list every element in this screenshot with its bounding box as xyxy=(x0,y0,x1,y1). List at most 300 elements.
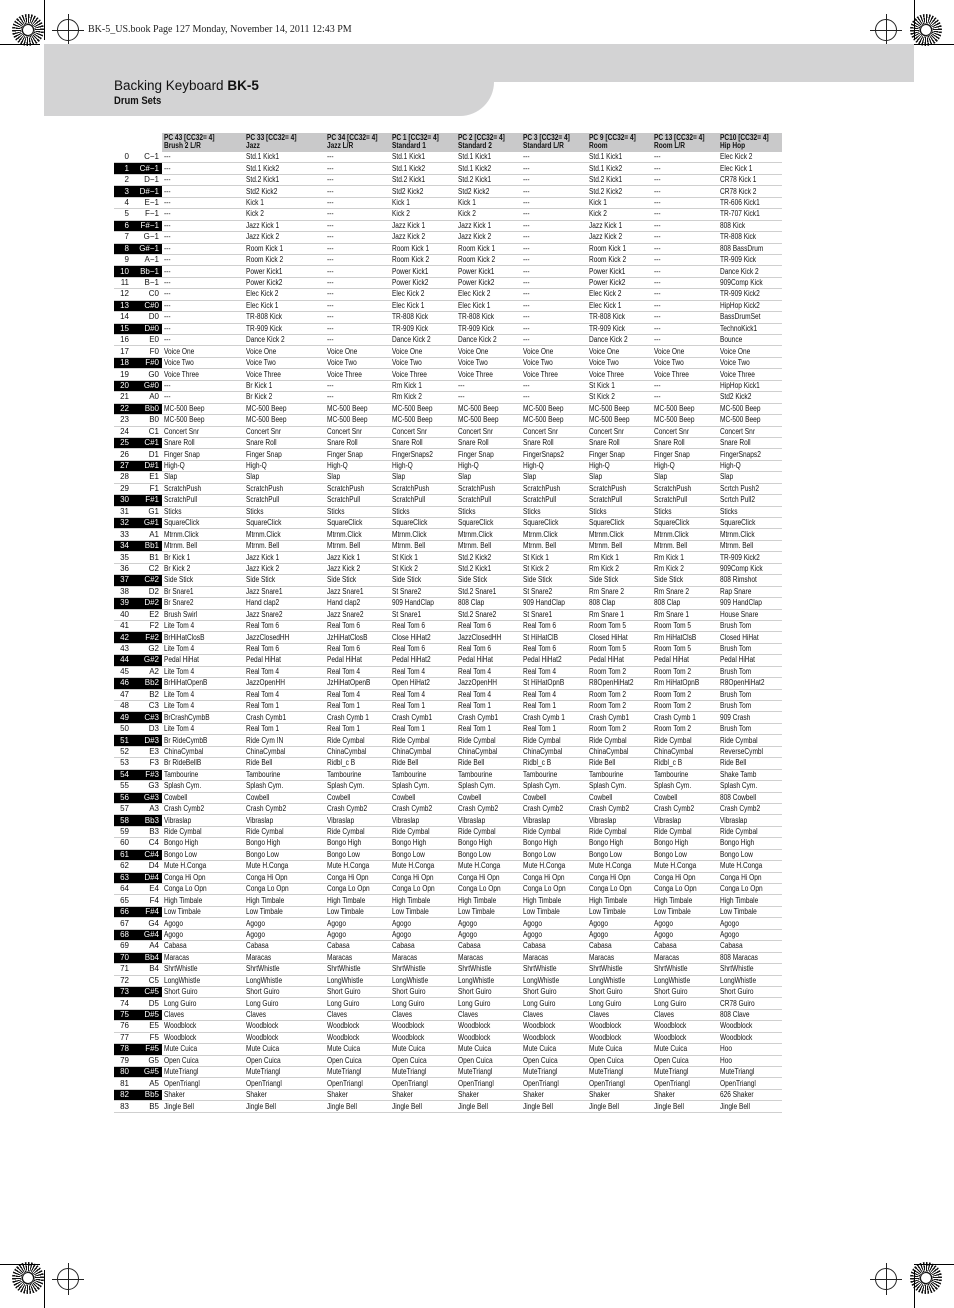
instrument-cell xyxy=(244,712,325,723)
header-tab xyxy=(44,44,494,116)
table-row xyxy=(114,369,782,380)
instrument-name: TR-808 Kick xyxy=(458,312,495,322)
instrument-name: TR-808 Kick xyxy=(392,312,429,322)
instrument-cell xyxy=(244,460,325,471)
instrument-cell xyxy=(521,300,587,311)
instrument-name: Shaker xyxy=(246,1090,267,1100)
instrument-cell xyxy=(456,861,521,872)
instrument-name: OpenTriangl xyxy=(164,1078,200,1088)
note-name: F#4 xyxy=(132,906,162,917)
instrument-name: SquareClick xyxy=(589,518,625,528)
instrument-name: Ridbl_c B xyxy=(654,758,683,768)
instrument-cell xyxy=(521,335,587,346)
instrument-name: --- xyxy=(327,255,334,265)
page-title xyxy=(114,78,259,93)
instrument-cell xyxy=(456,723,521,734)
instrument-cell xyxy=(456,1009,521,1020)
instrument-name: ScratchPull xyxy=(164,495,198,505)
table-row xyxy=(114,815,782,826)
note-name: Bb2 xyxy=(132,678,162,689)
instrument-cell xyxy=(244,884,325,895)
instrument-cell xyxy=(521,952,587,963)
instrument-cell xyxy=(652,220,718,231)
instrument-cell xyxy=(718,300,782,311)
instrument-name: Voice One xyxy=(720,346,751,356)
note-name: C2 xyxy=(132,563,162,574)
instrument-name: Mute H.Conga xyxy=(327,861,370,871)
instrument-cell xyxy=(244,254,325,265)
instrument-name: Power Kick2 xyxy=(246,278,283,288)
instrument-name: Concert Snr xyxy=(720,426,756,436)
instrument-cell xyxy=(325,197,390,208)
instrument-cell xyxy=(244,666,325,677)
instrument-name: Room Tom 2 xyxy=(654,724,692,734)
table-row xyxy=(114,540,782,551)
instrument-cell xyxy=(244,575,325,586)
instrument-name: Br Kick 2 xyxy=(246,392,273,402)
instrument-cell xyxy=(390,289,456,300)
instrument-cell xyxy=(587,209,652,220)
instrument-name: Brush Tom xyxy=(720,666,752,676)
instrument-name: Concert Snr xyxy=(589,426,625,436)
instrument-name: --- xyxy=(523,220,530,230)
instrument-name: --- xyxy=(654,152,661,162)
instrument-cell xyxy=(718,941,782,952)
instrument-name: Jazz Kick 1 xyxy=(392,220,426,230)
instrument-cell xyxy=(718,449,782,460)
instrument-name: Open Cuica xyxy=(164,1055,199,1065)
instrument-cell xyxy=(325,563,390,574)
instrument-name: Brush Tom xyxy=(720,701,752,711)
instrument-name: Std.2 Kick2 xyxy=(589,186,623,196)
note-number: 61 xyxy=(114,849,132,860)
note-number: 19 xyxy=(114,369,132,380)
instrument-cell xyxy=(652,163,718,174)
note-number: 59 xyxy=(114,826,132,837)
instrument-name: LongWhistle xyxy=(327,975,364,985)
instrument-cell xyxy=(521,838,587,849)
instrument-name: Std2 Kick2 xyxy=(458,186,490,196)
instrument-name: MC-500 Beep xyxy=(327,415,368,425)
instrument-cell xyxy=(162,289,244,300)
instrument-cell xyxy=(162,884,244,895)
instrument-name: Agogo xyxy=(327,929,346,939)
instrument-cell xyxy=(718,186,782,197)
instrument-cell xyxy=(718,1009,782,1020)
instrument-cell xyxy=(325,701,390,712)
instrument-cell xyxy=(390,1067,456,1078)
instrument-cell xyxy=(325,335,390,346)
instrument-name: Tambourine xyxy=(458,769,493,779)
instrument-cell xyxy=(718,426,782,437)
instrument-cell xyxy=(325,495,390,506)
instrument-name: TechnoKick1 xyxy=(720,323,758,333)
instrument-cell xyxy=(521,632,587,643)
instrument-name: TR-909 Kick xyxy=(589,323,626,333)
instrument-name: Voice One xyxy=(654,346,685,356)
instrument-cell xyxy=(456,941,521,952)
instrument-cell xyxy=(162,346,244,357)
instrument-cell xyxy=(718,849,782,860)
instrument-cell xyxy=(162,552,244,563)
instrument-name: Cabasa xyxy=(589,941,612,951)
instrument-name: --- xyxy=(523,312,530,322)
instrument-name: Br Kick 1 xyxy=(164,552,191,562)
note-name: E2 xyxy=(132,609,162,620)
instrument-cell xyxy=(521,186,587,197)
note-name: C5 xyxy=(132,975,162,986)
instrument-cell xyxy=(325,1055,390,1066)
table-row xyxy=(114,152,782,163)
instrument-name: Slap xyxy=(523,472,537,482)
instrument-name: Woodblock xyxy=(327,1021,360,1031)
instrument-name: Pedal HiHat xyxy=(458,655,494,665)
instrument-cell xyxy=(456,174,521,185)
instrument-cell xyxy=(718,769,782,780)
instrument-cell xyxy=(390,746,456,757)
instrument-cell xyxy=(587,232,652,243)
note-name: F3 xyxy=(132,758,162,769)
instrument-name: Std.2 Kick1 xyxy=(458,175,492,185)
instrument-name: Mtrnm. Bell xyxy=(654,541,688,551)
instrument-name: MuteTriangl xyxy=(458,1067,493,1077)
instrument-cell xyxy=(325,643,390,654)
note-number: 16 xyxy=(114,335,132,346)
instrument-cell xyxy=(244,289,325,300)
instrument-name: Tambourine xyxy=(589,769,624,779)
instrument-name: Crash Cymb1 xyxy=(392,712,433,722)
instrument-cell xyxy=(718,712,782,723)
note-name: Bb0 xyxy=(132,403,162,414)
instrument-cell xyxy=(390,483,456,494)
table-row xyxy=(114,174,782,185)
instrument-name: --- xyxy=(654,163,661,173)
instrument-cell xyxy=(652,632,718,643)
instrument-cell xyxy=(244,495,325,506)
column-set-name: Standard L/R xyxy=(523,141,564,150)
instrument-cell xyxy=(587,563,652,574)
instrument-cell xyxy=(244,300,325,311)
instrument-name: Crash Cymb2 xyxy=(327,804,368,814)
instrument-cell xyxy=(456,815,521,826)
instrument-name: OpenTriangl xyxy=(654,1078,690,1088)
instrument-name: Bongo High xyxy=(246,838,281,848)
note-name: F−1 xyxy=(132,209,162,220)
instrument-name: Bongo Low xyxy=(654,849,687,859)
instrument-name: --- xyxy=(523,186,530,196)
instrument-cell xyxy=(652,540,718,551)
instrument-name: Agogo xyxy=(654,918,673,928)
instrument-cell xyxy=(718,357,782,368)
instrument-cell xyxy=(244,678,325,689)
instrument-name: Rm HiHatOpnB xyxy=(654,678,700,688)
instrument-name: --- xyxy=(654,323,661,333)
note-number: 32 xyxy=(114,518,132,529)
instrument-cell xyxy=(244,426,325,437)
instrument-cell xyxy=(652,918,718,929)
instrument-name: Bongo High xyxy=(523,838,558,848)
instrument-cell xyxy=(325,575,390,586)
instrument-name: --- xyxy=(164,197,171,207)
instrument-name: Conga Hi Opn xyxy=(327,872,369,882)
crosshair-icon xyxy=(57,19,79,41)
instrument-name: Slap xyxy=(720,472,734,482)
instrument-cell xyxy=(244,918,325,929)
instrument-cell xyxy=(652,678,718,689)
instrument-name: Low Timbale xyxy=(523,907,560,917)
note-number: 41 xyxy=(114,620,132,631)
note-name: G2 xyxy=(132,643,162,654)
note-number: 12 xyxy=(114,289,132,300)
instrument-name: High Timbale xyxy=(720,895,759,905)
column-program: PC 43 [CC32= 4] xyxy=(164,133,215,142)
instrument-name: Rm Kick 2 xyxy=(654,563,684,573)
instrument-name: Mute Cuica xyxy=(589,1044,623,1054)
instrument-name: Room Kick 1 xyxy=(246,243,284,253)
instrument-name: Claves xyxy=(589,1010,610,1020)
note-number: 76 xyxy=(114,1021,132,1032)
instrument-name: --- xyxy=(327,278,334,288)
instrument-cell xyxy=(718,174,782,185)
instrument-name: Hand clap2 xyxy=(246,598,280,608)
instrument-cell xyxy=(162,918,244,929)
instrument-name: Agogo xyxy=(458,918,477,928)
instrument-name: Maracas xyxy=(458,952,484,962)
instrument-cell xyxy=(652,152,718,163)
instrument-cell xyxy=(325,1009,390,1020)
instrument-name: Mute Cuica xyxy=(523,1044,557,1054)
note-name: D#4 xyxy=(132,872,162,883)
instrument-name: Lite Tom 4 xyxy=(164,724,195,734)
instrument-cell xyxy=(325,312,390,323)
note-number: 23 xyxy=(114,415,132,426)
instrument-name: --- xyxy=(654,197,661,207)
instrument-cell xyxy=(587,632,652,643)
instrument-name: 808 Rimshot xyxy=(720,575,757,585)
table-row xyxy=(114,723,782,734)
instrument-cell xyxy=(390,838,456,849)
crop-mark xyxy=(44,0,45,40)
instrument-name: --- xyxy=(327,243,334,253)
instrument-name: Brush Tom xyxy=(720,724,752,734)
note-name: D−1 xyxy=(132,174,162,185)
instrument-cell xyxy=(390,884,456,895)
instrument-name: OpenTriangl xyxy=(246,1078,282,1088)
instrument-name: Lite Tom 4 xyxy=(164,701,195,711)
instrument-cell xyxy=(718,312,782,323)
instrument-name: Shaker xyxy=(523,1090,544,1100)
instrument-cell xyxy=(162,666,244,677)
instrument-name: MuteTriangl xyxy=(589,1067,624,1077)
instrument-cell xyxy=(718,243,782,254)
instrument-name: ShrtWhistle xyxy=(392,964,426,974)
instrument-name: Shaker xyxy=(327,1090,348,1100)
instrument-cell xyxy=(587,964,652,975)
instrument-cell xyxy=(521,575,587,586)
instrument-name: Snare Roll xyxy=(392,438,423,448)
instrument-cell xyxy=(718,918,782,929)
table-row xyxy=(114,712,782,723)
note-name: A3 xyxy=(132,803,162,814)
note-number: 29 xyxy=(114,483,132,494)
instrument-cell xyxy=(244,163,325,174)
instrument-cell xyxy=(587,872,652,883)
instrument-cell xyxy=(162,186,244,197)
instrument-name: Br Snare1 xyxy=(164,586,194,596)
instrument-name: St HiHatOpnB xyxy=(523,678,565,688)
instrument-name: Elec Kick 1 xyxy=(589,300,622,310)
instrument-cell xyxy=(162,357,244,368)
instrument-name: Bongo Low xyxy=(327,849,360,859)
column-header xyxy=(244,133,325,152)
note-name: E0 xyxy=(132,335,162,346)
instrument-name: Crash Cymb2 xyxy=(720,804,761,814)
instrument-cell xyxy=(162,506,244,517)
column-set-name: Standard 1 xyxy=(392,141,426,150)
instrument-cell xyxy=(718,277,782,288)
instrument-cell xyxy=(325,815,390,826)
instrument-name: MC-500 Beep xyxy=(164,403,205,413)
instrument-cell xyxy=(244,518,325,529)
note-number: 27 xyxy=(114,460,132,471)
instrument-name: ShrtWhistle xyxy=(327,964,361,974)
instrument-cell xyxy=(587,655,652,666)
instrument-cell xyxy=(587,918,652,929)
instrument-name: Bongo High xyxy=(654,838,689,848)
note-number: 65 xyxy=(114,895,132,906)
instrument-cell xyxy=(718,335,782,346)
instrument-cell xyxy=(652,346,718,357)
table-row xyxy=(114,1055,782,1066)
note-name: E3 xyxy=(132,746,162,757)
instrument-name: Finger Snap xyxy=(458,449,494,459)
instrument-cell xyxy=(521,1021,587,1032)
instrument-name: Crash Cymb2 xyxy=(523,804,564,814)
instrument-name: Voice Three xyxy=(392,369,427,379)
instrument-cell xyxy=(521,277,587,288)
instrument-name: Claves xyxy=(164,1010,185,1020)
instrument-name: SquareClick xyxy=(654,518,690,528)
table-row xyxy=(114,838,782,849)
instrument-name: SquareClick xyxy=(246,518,282,528)
instrument-name: Splash Cym. xyxy=(654,781,692,791)
instrument-cell xyxy=(718,758,782,769)
instrument-cell xyxy=(456,975,521,986)
instrument-cell xyxy=(325,849,390,860)
instrument-name: MuteTriangl xyxy=(523,1067,558,1077)
instrument-cell xyxy=(244,529,325,540)
table-row xyxy=(114,312,782,323)
instrument-name: Jazz Kick 1 xyxy=(327,552,361,562)
instrument-name: Vibraslap xyxy=(327,815,355,825)
note-number: 54 xyxy=(114,769,132,780)
instrument-name: MuteTriangl xyxy=(246,1067,281,1077)
instrument-name: Low Timbale xyxy=(246,907,283,917)
instrument-name: --- xyxy=(654,186,661,196)
instrument-name: ShrtWhistle xyxy=(458,964,492,974)
instrument-name: Real Tom 4 xyxy=(327,666,361,676)
instrument-cell xyxy=(587,792,652,803)
instrument-cell xyxy=(390,540,456,551)
instrument-name: Pedal HiHat2 xyxy=(523,655,562,665)
instrument-name: Finger Snap xyxy=(654,449,690,459)
instrument-name: Conga Lo Opn xyxy=(523,884,566,894)
instrument-name: Closed HiHat xyxy=(720,632,759,642)
instrument-name: Mute H.Conga xyxy=(720,861,763,871)
instrument-name: Elec Kick 2 xyxy=(589,289,622,299)
instrument-name: MC-500 Beep xyxy=(392,403,433,413)
instrument-cell xyxy=(456,380,521,391)
instrument-name: --- xyxy=(654,392,661,402)
instrument-cell xyxy=(162,403,244,414)
instrument-name: Kick 2 xyxy=(246,209,264,219)
instrument-cell xyxy=(390,426,456,437)
note-number: 7 xyxy=(114,232,132,243)
instrument-cell xyxy=(325,1044,390,1055)
instrument-name: Ride Cymbal xyxy=(654,735,692,745)
instrument-name: Bongo High xyxy=(458,838,493,848)
instrument-name: Rm HiHatClsB xyxy=(654,632,697,642)
instrument-name: TR-909 Kick xyxy=(720,255,757,265)
instrument-name: ScratchPush xyxy=(164,483,202,493)
instrument-cell xyxy=(162,1078,244,1089)
instrument-name: Jazz Kick 2 xyxy=(392,232,426,242)
instrument-name: Splash Cym. xyxy=(246,781,284,791)
instrument-cell xyxy=(162,998,244,1009)
note-number: 66 xyxy=(114,906,132,917)
instrument-name: Mute Cuica xyxy=(654,1044,688,1054)
note-number: 44 xyxy=(114,655,132,666)
instrument-cell xyxy=(718,254,782,265)
instrument-cell xyxy=(456,163,521,174)
instrument-name: Mtrnm.Click xyxy=(164,529,199,539)
instrument-cell xyxy=(390,975,456,986)
instrument-name: BrCrashCymbB xyxy=(164,712,210,722)
instrument-name: Real Tom 6 xyxy=(523,644,557,654)
instrument-name: --- xyxy=(327,266,334,276)
instrument-name: Conga Hi Opn xyxy=(654,872,696,882)
instrument-cell xyxy=(652,689,718,700)
instrument-cell xyxy=(244,952,325,963)
instrument-cell xyxy=(162,1021,244,1032)
instrument-cell xyxy=(162,575,244,586)
instrument-cell xyxy=(456,998,521,1009)
instrument-name: --- xyxy=(523,335,530,345)
instrument-cell xyxy=(456,209,521,220)
instrument-name: Voice Two xyxy=(164,358,194,368)
instrument-name: Maracas xyxy=(327,952,353,962)
instrument-cell xyxy=(652,380,718,391)
instrument-cell xyxy=(162,849,244,860)
instrument-cell xyxy=(162,277,244,288)
instrument-name: Rm Snare 2 xyxy=(654,586,690,596)
instrument-name: High-Q xyxy=(458,461,479,471)
table-row xyxy=(114,803,782,814)
instrument-cell xyxy=(587,1055,652,1066)
instrument-name: --- xyxy=(164,380,171,390)
instrument-name: ShrtWhistle xyxy=(654,964,688,974)
instrument-cell xyxy=(652,254,718,265)
instrument-cell xyxy=(325,1078,390,1089)
note-number: 73 xyxy=(114,986,132,997)
instrument-name: Crash Cymb1 xyxy=(246,712,287,722)
instrument-name: Dance Kick 2 xyxy=(458,335,497,345)
instrument-name: Hoo xyxy=(720,1055,733,1065)
instrument-name: Mute H.Conga xyxy=(246,861,289,871)
instrument-cell xyxy=(587,518,652,529)
instrument-name: Real Tom 1 xyxy=(392,701,426,711)
note-name: G#4 xyxy=(132,929,162,940)
